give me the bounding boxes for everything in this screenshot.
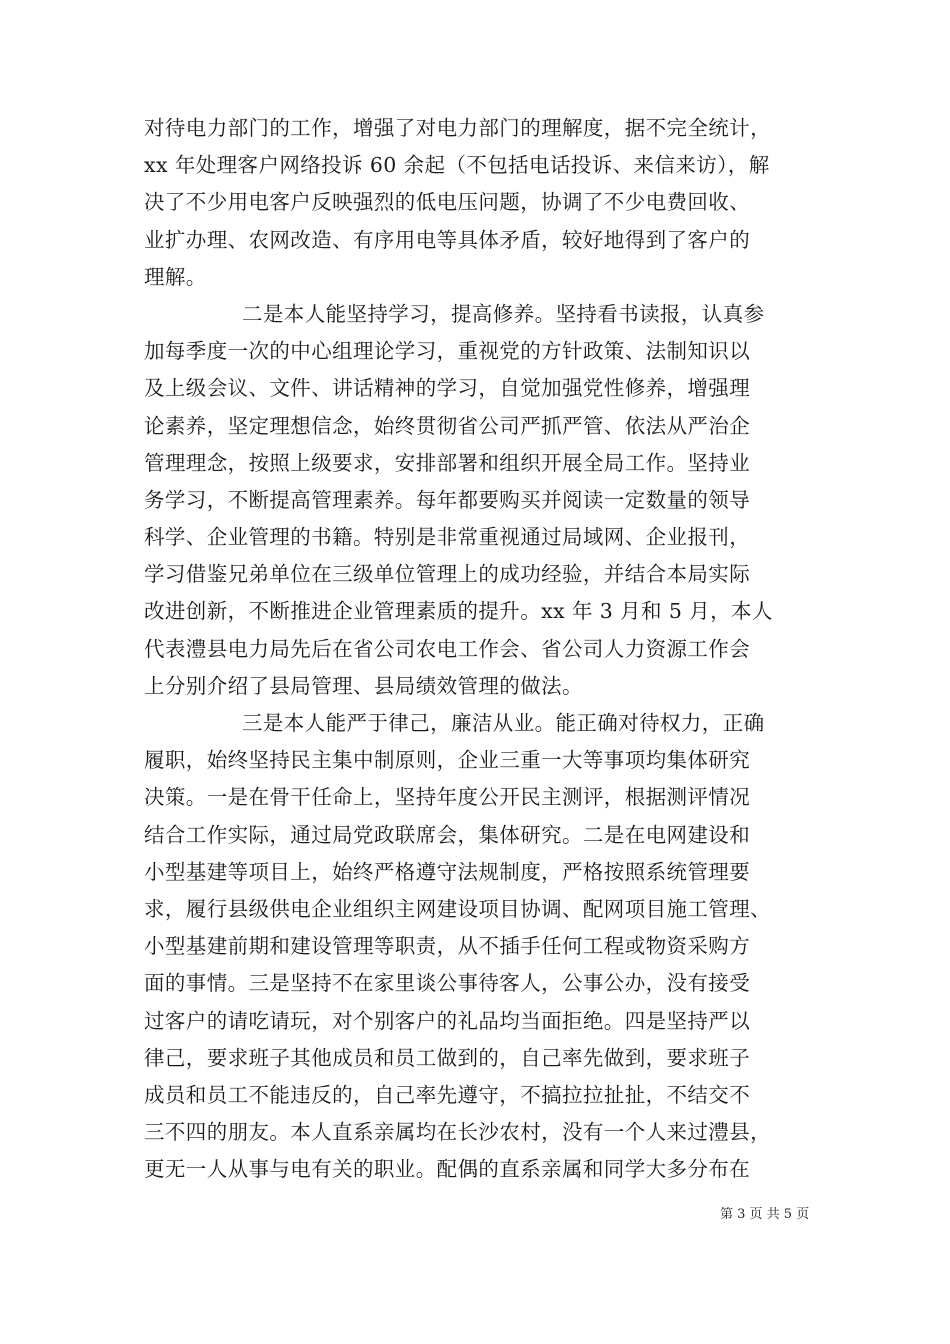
text-line: 律己，要求班子其他成员和员工做到的，自己率先做到，要求班子: [144, 1045, 751, 1070]
text-line: 三不四的朋友。本人直系亲属均在长沙农村，没有一个人来过澧县，: [144, 1120, 771, 1145]
text-line: 更无一人从事与电有关的职业。配偶的直系亲属和同学大多分布在: [144, 1157, 751, 1182]
text-line: 理解。: [144, 264, 207, 289]
text-line: 成员和员工不能违反的，自己率先遵守，不搞拉拉扯扯，不结交不: [144, 1082, 751, 1107]
text-line: 小型基建前期和建设管理等职责，从不插手任何工程或物资采购方: [144, 934, 751, 959]
text-line: 改进创新，不断推进企业管理素质的提升。xx 年 3 月和 5 月，本人: [144, 599, 773, 624]
text-line: 论素养，坚定理想信念，始终贯彻省公司严抓严管、依法从严治企: [144, 413, 751, 438]
text-line: 对待电力部门的工作，增强了对电力部门的理解度，据不完全统计，: [144, 116, 771, 140]
text-line: 加每季度一次的中心组理论学习，重视党的方针政策、法制知识以: [144, 339, 751, 364]
paragraph-start-line: 三是本人能严于律己，廉洁从业。能正确对待权力，正确: [242, 711, 765, 735]
text-line: 决了不少用电客户反映强烈的低电压问题，协调了不少电费回收、: [144, 190, 751, 215]
text-line: 过客户的请吃请玩，对个别客户的礼品均当面拒绝。四是坚持严以: [144, 1008, 751, 1033]
text-line: 求，履行县级供电企业组织主网建设项目协调、配网项目施工管理、: [144, 896, 771, 921]
text-line: 上分别介绍了县局管理、县局绩效管理的做法。: [144, 673, 583, 698]
paragraph-start-line: 二是本人能坚持学习，提高修养。坚持看书读报，认真参: [242, 301, 765, 326]
text-line: 决策。一是在骨干任命上，坚持年度公开民主测评，根据测评情况: [144, 785, 751, 810]
text-line: xx 年处理客户网络投诉 60 余起（不包括电话投诉、来信来访），解: [144, 153, 770, 178]
text-line: 履职，始终坚持民主集中制原则，企业三重一大等事项均集体研究: [144, 748, 751, 773]
text-line: 及上级会议、文件、讲话精神的学习，自觉加强党性修养，增强理: [144, 376, 751, 401]
text-line: 科学、企业管理的书籍。特别是非常重视通过局域网、企业报刊，: [144, 525, 751, 550]
page-number-footer: 第 3 页 共 5 页: [720, 1207, 810, 1222]
text-line: 务学习，不断提高管理素养。每年都要购买并阅读一定数量的领导: [144, 487, 751, 512]
text-line: 面的事情。三是坚持不在家里谈公事待客人，公事公办，没有接受: [144, 971, 751, 996]
body-text: [144, 110, 812, 1188]
text-line: 管理理念，按照上级要求，安排部署和组织开展全局工作。坚持业: [144, 450, 751, 475]
text-line: 业扩办理、农网改造、有序用电等具体矛盾，较好地得到了客户的: [144, 227, 751, 252]
text-line: 代表澧县电力局先后在省公司农电工作会、省公司人力资源工作会: [144, 636, 751, 661]
text-line: 结合工作实际，通过局党政联席会，集体研究。二是在电网建设和: [144, 822, 751, 847]
text-line: 小型基建等项目上，始终严格遵守法规制度，严格按照系统管理要: [144, 859, 751, 884]
text-line: 学习借鉴兄弟单位在三级单位管理上的成功经验，并结合本局实际: [144, 562, 751, 587]
